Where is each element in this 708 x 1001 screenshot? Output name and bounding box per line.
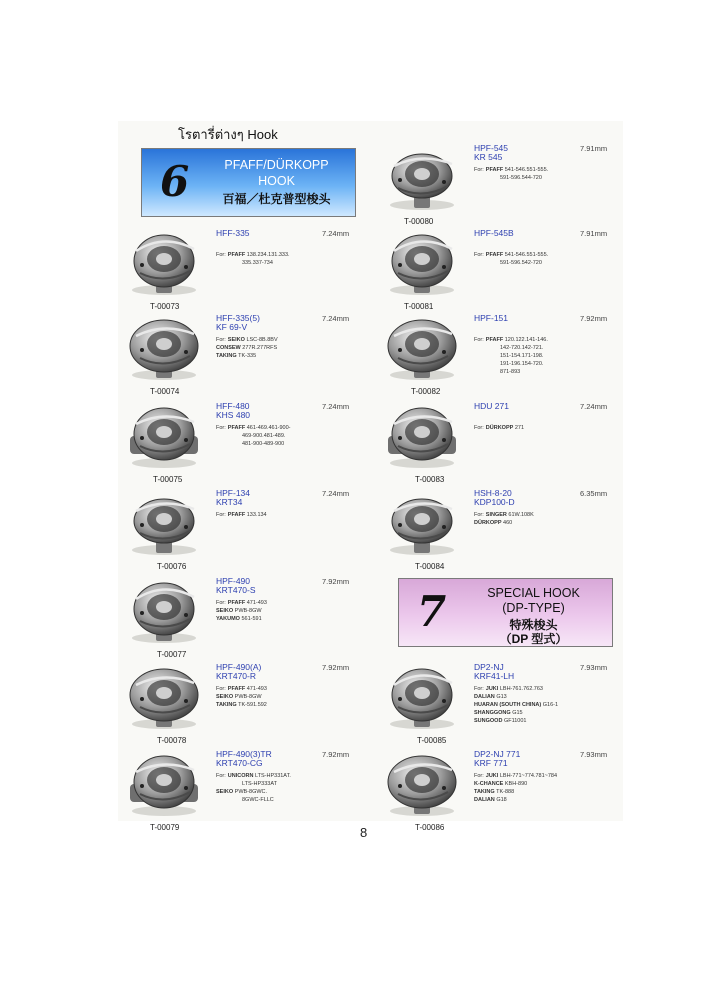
- compatible-machine: [474, 772, 557, 780]
- section-number: 6: [160, 157, 190, 206]
- rotary-hook-image: [120, 663, 208, 733]
- product-image: [378, 663, 466, 733]
- rotary-hook-image: [120, 402, 208, 472]
- model-number: [474, 663, 514, 681]
- machine-models: 561-591: [241, 616, 262, 622]
- model-line: KRF 771: [474, 758, 508, 768]
- model-number: [474, 144, 508, 162]
- model-number: [216, 402, 250, 420]
- machine-models: 151-154.171-198.: [500, 353, 544, 359]
- product-code: T-00073: [150, 302, 180, 311]
- rotary-hook-image: [378, 144, 466, 214]
- product-image: [120, 314, 208, 384]
- product-item: [378, 750, 618, 840]
- compatible-machine: [216, 607, 267, 615]
- product-item: [120, 577, 360, 667]
- model-line: KR 545: [474, 152, 503, 162]
- product-item: [378, 489, 618, 579]
- model-line: HSH-8-20: [474, 488, 512, 498]
- product-image: [120, 402, 208, 472]
- brand-name: TAKING: [474, 789, 495, 795]
- compatible-machine: [474, 251, 548, 259]
- machine-models: 120.122.141-146.: [504, 337, 548, 343]
- compatible-machine: [216, 424, 290, 432]
- compatibility-list: [474, 424, 524, 432]
- machine-models: 61W.108K: [508, 512, 534, 518]
- model-number: [216, 663, 261, 681]
- rotary-hook-image: [378, 750, 466, 820]
- for-label: For:: [216, 337, 226, 343]
- model-line: HPF-151: [474, 313, 509, 323]
- product-item: [378, 144, 618, 234]
- machine-models: PWB-8GW: [234, 608, 262, 614]
- machine-models: TK-335: [238, 353, 257, 359]
- product-code: T-00077: [157, 650, 187, 659]
- rotary-hook-image: [120, 577, 208, 647]
- machine-models: 471-493: [246, 686, 267, 692]
- brand-name: TAKING: [216, 702, 237, 708]
- rotary-hook-image: [120, 229, 208, 299]
- machine-models: 138.234.131.333.: [246, 252, 290, 258]
- machine-models: 591-596.542-720: [500, 260, 542, 266]
- compatibility-list: [216, 251, 290, 267]
- compatible-machine: [474, 511, 534, 519]
- compatible-machine: [216, 701, 267, 709]
- for-label: For:: [216, 425, 226, 431]
- product-code: T-00079: [150, 823, 180, 832]
- model-line: HPF-490: [216, 576, 251, 586]
- brand-name: SEIKO: [216, 608, 234, 614]
- machine-models: TK-888: [496, 789, 515, 795]
- product-image: [378, 750, 466, 820]
- for-label: For:: [474, 425, 484, 431]
- machine-models: G16-1: [542, 702, 559, 708]
- product-code: T-00076: [157, 562, 187, 571]
- model-line: HPF-490(A): [216, 662, 262, 672]
- for-label: For:: [216, 600, 226, 606]
- hook-size: 7.91mm: [580, 229, 608, 238]
- machine-models: LBH-771~774.781~784: [499, 773, 558, 779]
- banner-line-3: 百福／杜克普型梭头: [222, 192, 331, 206]
- brand-name: PFAFF: [485, 337, 504, 343]
- brand-name: PFAFF: [485, 167, 504, 173]
- model-line: KRT470-R: [216, 671, 256, 681]
- machine-models: GF11001: [503, 718, 527, 724]
- product-image: [378, 314, 466, 384]
- product-image: [120, 750, 208, 820]
- for-label: For:: [216, 252, 226, 258]
- compatible-machine: [216, 693, 267, 701]
- compatible-machine: [474, 352, 548, 360]
- banner-line-2: (DP-TYPE): [502, 601, 565, 615]
- compatibility-list: [216, 511, 267, 519]
- product-code: T-00081: [404, 302, 434, 311]
- hook-size: 7.24mm: [322, 402, 350, 411]
- for-label: For:: [474, 686, 484, 692]
- compatibility-list: [216, 336, 278, 360]
- product-image: [378, 229, 466, 299]
- page-title: โรตารี่ต่างๆ Hook: [178, 127, 278, 142]
- product-item: [120, 229, 360, 319]
- model-number: [474, 750, 520, 768]
- hook-size: 7.24mm: [322, 489, 350, 498]
- model-line: KRT470-CG: [216, 758, 263, 768]
- rotary-hook-image: [120, 314, 208, 384]
- model-line: KF 69-V: [216, 322, 248, 332]
- rotary-hook-image: [120, 750, 208, 820]
- rotary-hook-image: [378, 402, 466, 472]
- brand-name: SUNGOOD: [474, 718, 503, 724]
- compatible-machine: [216, 796, 291, 804]
- hook-size: 7.91mm: [580, 144, 608, 153]
- machine-models: 481-900-489-900: [242, 441, 285, 447]
- special-hook-banner: [398, 578, 613, 647]
- model-line: KRF41-LH: [474, 671, 515, 681]
- machine-models: G18: [496, 797, 507, 803]
- model-number: [216, 489, 250, 507]
- compatible-machine: [474, 259, 548, 267]
- compatibility-list: [474, 511, 534, 527]
- model-line: DP2-NJ: [474, 662, 504, 672]
- compatible-machine: [216, 780, 291, 788]
- compatible-machine: [216, 259, 290, 267]
- model-number: [216, 314, 260, 332]
- model-number: [216, 577, 256, 595]
- page-number: 8: [360, 825, 368, 840]
- brand-name: SEIKO: [227, 337, 245, 343]
- machine-models: 191-196.154-720.: [500, 361, 544, 367]
- product-item: [378, 314, 618, 404]
- product-code: T-00086: [415, 823, 445, 832]
- model-line: HDU 271: [474, 401, 509, 411]
- pfaff-durkopp-banner: [141, 148, 356, 217]
- brand-name: JUKI: [485, 686, 499, 692]
- product-image: [378, 144, 466, 214]
- brand-name: SEIKO: [216, 789, 234, 795]
- compatible-machine: [216, 336, 278, 344]
- model-line: HFF-335: [216, 228, 250, 238]
- machine-models: G13: [496, 694, 507, 700]
- for-label: For:: [474, 773, 484, 779]
- machine-models: 277R.277RFS: [242, 345, 278, 351]
- brand-name: SHANGGONG: [474, 710, 511, 716]
- hook-size: 6.35mm: [580, 489, 608, 498]
- machine-models: 461-469.461-900-: [246, 425, 291, 431]
- machine-models: 142-720.142-721.: [500, 345, 544, 351]
- compatibility-list: [216, 772, 291, 804]
- product-code: T-00075: [153, 475, 183, 484]
- brand-name: DÜRKOPP: [474, 520, 502, 526]
- brand-name: PFAFF: [485, 252, 504, 258]
- compatible-machine: [216, 352, 278, 360]
- machine-models: 541-546.551-555.: [504, 167, 549, 173]
- product-code: T-00083: [415, 475, 445, 484]
- product-item: [120, 750, 360, 840]
- product-image: [120, 577, 208, 647]
- machine-models: 469-900.481-489.: [242, 433, 286, 439]
- compatible-machine: [474, 360, 548, 368]
- model-line: DP2-NJ 771: [474, 749, 521, 759]
- model-line: KRT34: [216, 497, 243, 507]
- product-image: [120, 663, 208, 733]
- brand-name: PFAFF: [227, 686, 246, 692]
- brand-name: PFAFF: [227, 425, 246, 431]
- machine-models: G15: [512, 710, 523, 716]
- machine-models: PWB-8GW: [234, 694, 262, 700]
- rotary-hook-image: [120, 489, 208, 559]
- model-line: HPF-490(3)TR: [216, 749, 272, 759]
- compatible-machine: [474, 344, 548, 352]
- rotary-hook-image: [378, 229, 466, 299]
- compatible-machine: [474, 685, 558, 693]
- compatibility-list: [216, 424, 290, 448]
- machine-models: KBH-890: [504, 781, 528, 787]
- compatible-machine: [474, 174, 548, 182]
- banner-line-1: PFAFF/DÜRKOPP: [224, 158, 329, 172]
- brand-name: PFAFF: [227, 252, 246, 258]
- model-line: HPF-545B: [474, 228, 514, 238]
- model-line: KRT470-S: [216, 585, 256, 595]
- hook-size: 7.24mm: [580, 402, 608, 411]
- brand-name: PFAFF: [227, 512, 246, 518]
- compatibility-list: [474, 685, 558, 725]
- brand-name: SEIKO: [216, 694, 234, 700]
- compatible-machine: [474, 701, 558, 709]
- brand-name: PFAFF: [227, 600, 246, 606]
- brand-name: DÜRKOPP: [485, 425, 514, 431]
- for-label: For:: [216, 686, 226, 692]
- rotary-hook-image: [378, 663, 466, 733]
- compatibility-list: [216, 685, 267, 709]
- product-item: [120, 489, 360, 579]
- for-label: For:: [216, 512, 226, 518]
- for-label: For:: [474, 167, 484, 173]
- compatible-machine: [216, 511, 267, 519]
- model-number: [474, 402, 509, 411]
- model-line: KDP100-D: [474, 497, 515, 507]
- compatible-machine: [216, 251, 290, 259]
- compatible-machine: [474, 368, 548, 376]
- compatible-machine: [216, 788, 291, 796]
- for-label: For:: [474, 252, 484, 258]
- compatible-machine: [216, 685, 267, 693]
- compatible-machine: [216, 432, 290, 440]
- brand-name: JUKI: [485, 773, 499, 779]
- compatible-machine: [474, 424, 524, 432]
- machine-models: TK-591.592: [238, 702, 267, 708]
- for-label: For:: [474, 337, 484, 343]
- product-item: [120, 314, 360, 404]
- compatibility-list: [216, 599, 267, 623]
- model-line: KHS 480: [216, 410, 251, 420]
- machine-models: 460: [503, 520, 513, 526]
- model-number: [474, 314, 508, 323]
- compatibility-list: [474, 166, 548, 182]
- product-image: [120, 229, 208, 299]
- machine-models: 271: [514, 425, 525, 431]
- model-number: [474, 489, 515, 507]
- model-number: [474, 229, 514, 238]
- product-code: T-00085: [417, 736, 447, 745]
- product-image: [378, 402, 466, 472]
- product-image: [378, 489, 466, 559]
- compatible-machine: [474, 519, 534, 527]
- product-item: [378, 229, 618, 319]
- model-number: [216, 750, 272, 768]
- machine-models: 591-596.544-720: [500, 175, 542, 181]
- product-item: [378, 663, 618, 753]
- hook-size: 7.93mm: [580, 750, 608, 759]
- machine-models: LTS-HP331AT.: [254, 773, 291, 779]
- model-line: HPF-545: [474, 143, 509, 153]
- compatible-machine: [474, 780, 557, 788]
- compatible-machine: [474, 166, 548, 174]
- compatible-machine: [216, 615, 267, 623]
- hook-size: 7.93mm: [580, 663, 608, 672]
- product-code: T-00084: [415, 562, 445, 571]
- brand-name: YAKUMO: [216, 616, 240, 622]
- brand-name: HUARAN (SOUTH CHINA): [474, 702, 542, 708]
- machine-models: 8GWC-FLLC: [242, 797, 274, 803]
- compatible-machine: [474, 693, 558, 701]
- hook-size: 7.24mm: [322, 229, 350, 238]
- brand-name: DALIAN: [474, 694, 495, 700]
- banner-line-3: 特殊梭头: [509, 618, 558, 632]
- compatible-machine: [474, 709, 558, 717]
- for-label: For:: [216, 773, 226, 779]
- product-code: T-00078: [157, 736, 187, 745]
- product-item: [120, 663, 360, 753]
- brand-name: UNICORN: [227, 773, 254, 779]
- product-item: [378, 402, 618, 492]
- model-line: HFF-335(5): [216, 313, 260, 323]
- brand-name: DALIAN: [474, 797, 495, 803]
- compatible-machine: [474, 796, 557, 804]
- machine-models: 335.337-734: [242, 260, 273, 266]
- compatibility-list: [474, 772, 557, 804]
- compatible-machine: [216, 344, 278, 352]
- for-label: For:: [474, 512, 484, 518]
- model-line: HPF-134: [216, 488, 251, 498]
- compatible-machine: [216, 772, 291, 780]
- hook-size: 7.24mm: [322, 314, 350, 323]
- banner-line-4: （DP 型式）: [499, 632, 568, 646]
- rotary-hook-image: [378, 489, 466, 559]
- compatibility-list: [474, 251, 548, 267]
- compatible-machine: [474, 336, 548, 344]
- compatible-machine: [216, 599, 267, 607]
- machine-models: 541-546.551-555.: [504, 252, 549, 258]
- rotary-hook-image: [378, 314, 466, 384]
- product-code: T-00080: [404, 217, 434, 226]
- hook-size: 7.92mm: [322, 577, 350, 586]
- brand-name: CONSEW: [216, 345, 241, 351]
- compatible-machine: [474, 717, 558, 725]
- product-code: T-00074: [150, 387, 180, 396]
- machine-models: LTS-HP333AT: [242, 781, 277, 787]
- hook-size: 7.92mm: [580, 314, 608, 323]
- model-number: [216, 229, 250, 238]
- banner-line-1: SPECIAL HOOK: [487, 586, 580, 600]
- compatibility-list: [474, 336, 548, 376]
- machine-models: 871-893: [500, 369, 521, 375]
- product-item: [120, 402, 360, 492]
- brand-name: SINGER: [485, 512, 507, 518]
- banner-line-2: HOOK: [258, 174, 295, 188]
- machine-models: PWB-8GWC.: [234, 789, 268, 795]
- machine-models: LSC-8B.8BV: [246, 337, 278, 343]
- brand-name: TAKING: [216, 353, 237, 359]
- product-code: T-00082: [411, 387, 441, 396]
- product-image: [120, 489, 208, 559]
- section-number: 7: [417, 587, 447, 636]
- brand-name: K-CHANCE: [474, 781, 504, 787]
- compatible-machine: [474, 788, 557, 796]
- model-line: HFF-480: [216, 401, 250, 411]
- machine-models: 133.134: [246, 512, 267, 518]
- compatible-machine: [216, 440, 290, 448]
- machine-models: LBH-761.762.763: [499, 686, 543, 692]
- hook-size: 7.92mm: [322, 663, 350, 672]
- hook-size: 7.92mm: [322, 750, 350, 759]
- machine-models: 471-493: [246, 600, 267, 606]
